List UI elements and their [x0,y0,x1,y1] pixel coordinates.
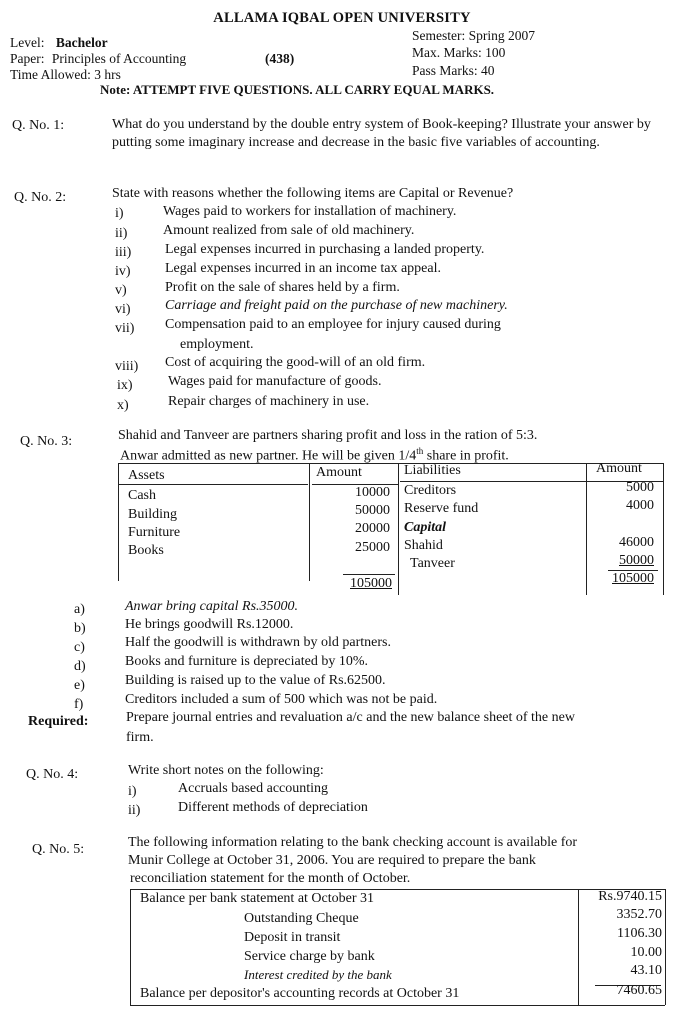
liability-amount: 50000 [619,553,654,568]
time-allowed: Time Allowed: 3 hrs [10,67,121,82]
q2-item-text: Legal expenses incurred in an income tax appeal. [165,261,441,276]
course-code: (438) [265,51,295,66]
asset-amount: 10000 [355,485,390,500]
instructions-note: Note: ATTEMPT FIVE QUESTIONS. ALL CARRY EQUAL MARKS. [100,82,495,97]
level-label: Level: [10,35,45,50]
q3-line2-pre: Anwar admitted as new partner. He will be given 1/4 [120,448,417,464]
q4-item-text: Different methods of depreciation [178,800,368,815]
q2-item-no: vii) [115,321,135,336]
q2-item-no: i) [115,206,124,221]
q4-item-no: i) [128,784,137,799]
recon-row-label: Outstanding Cheque [244,911,359,926]
paper-label: Paper: [10,51,45,66]
liability-name: Creditors [404,483,457,498]
liability-amount: 46000 [619,535,654,550]
table-left-border [118,463,119,581]
asset-amount: 20000 [355,521,390,536]
paper-line [10,51,186,67]
level-value: Bachelor [55,35,108,50]
q4-intro: Write short notes on the following: [128,763,324,778]
liability-name: Tanveer [410,556,455,571]
q5-line1: The following information relating to the bank checking account is available for [128,835,578,850]
required-text-continued: firm. [126,730,154,745]
q2-item-no: vi) [115,302,131,317]
q2-item-no: iii) [115,245,132,260]
asset-amount: 50000 [355,503,390,518]
semester: Semester: Spring 2007 [412,28,535,43]
recon-row-label: Service charge by bank [244,949,375,964]
recon-row-label: Balance per bank statement at October 31 [140,891,375,906]
assets-header: Assets [128,468,165,483]
table-col-divider [309,463,310,581]
q3-item-text: Anwar bring capital Rs.35000. [125,599,299,614]
q3-item-text: Building is raised up to the value of Rs.62500. [125,673,386,688]
assets-total: 105000 [350,576,392,591]
q3-item-text: Books and furniture is depreciated by 10%. [125,654,368,669]
recon-row-amount: 43.10 [630,963,662,978]
amount-header: Amount [316,465,362,480]
recon-col-divider [578,889,579,1005]
recon-row-amount: 10.00 [630,945,662,960]
q2-item-text: Compensation paid to an employee for injury caused during [165,317,501,332]
q2-item-text: Profit on the sale of shares held by a firm. [165,280,400,295]
q5-line3: reconciliation statement for the month of October. [130,871,411,886]
recon-row-label: Deposit in transit [244,930,341,945]
q2-intro: State with reasons whether the following items are Capital or Revenue? [112,186,514,201]
q2-item-text: Amount realized from sale of old machinery. [163,223,415,238]
q3-label: Q. No. 3: [20,434,73,449]
table-col-divider [398,463,399,595]
liability-amount: 5000 [626,480,654,495]
liability-amount: 4000 [626,498,654,513]
q2-item-text: Wages paid for manufacture of goods. [168,374,382,389]
required-label: Required: [28,714,89,729]
q2-item-text: Carriage and freight paid on the purchase of new machinery. [165,298,508,313]
university-title: ALLAMA IQBAL OPEN UNIVERSITY [213,10,471,26]
q2-item-text: Cost of acquiring the good-will of an old firm. [165,355,426,370]
asset-name: Cash [128,488,156,503]
q2-item-text: Wages paid to workers for installation of machinery. [163,204,457,219]
q3-item-no: c) [74,640,85,655]
paper-value: Principles of Accounting [51,51,187,66]
q2-item-no: viii) [115,359,139,374]
q4-item-no: ii) [128,803,141,818]
q2-item-text: Repair charges of machinery in use. [168,394,370,409]
q3-item-no: b) [74,621,86,636]
q3-item-text: Creditors included a sum of 500 which was not be paid. [125,692,438,707]
q2-item-text: Legal expenses incurred in purchasing a landed property. [165,242,485,257]
recon-row-amount: 3352.70 [616,907,662,922]
q1-label: Q. No. 1: [12,118,65,133]
q4-item-text: Accruals based accounting [178,781,329,796]
recon-row-label: Interest credited by the bank [244,967,392,982]
table-right-border [663,463,664,595]
q1-text: What do you understand by the double entry system of Book-keeping? Illustrate your answer by putting some imaginary increase and decrease in the basic five variables of accounting. [112,117,651,150]
total-rule [343,574,395,575]
asset-name: Books [128,543,164,558]
q2-item-no: x) [117,398,129,413]
recon-bottom-border [130,1005,665,1006]
asset-name: Building [128,507,178,522]
recon-row-amount: 7460.65 [616,983,662,998]
recon-left-border [130,889,131,1005]
q5-label: Q. No. 5: [32,842,85,857]
q2-label: Q. No. 2: [14,190,67,205]
recon-row-amount: 1106.30 [617,926,662,941]
q3-line2-sup: th [416,446,424,456]
level-line [10,35,108,51]
q2-item-no: iv) [115,264,131,279]
asset-amount: 25000 [355,540,390,555]
q3-line2-post: share in profit. [423,448,509,464]
q3-item-no: d) [74,659,86,674]
liabilities-header: Liabilities [404,463,461,478]
recon-row-amount: Rs.9740.15 [598,889,662,904]
liability-name: Reserve fund [404,501,479,516]
q5-line2: Munir College at October 31, 2006. You are required to prepare the bank [128,853,536,868]
table-header-rule [118,484,308,485]
q3-item-no: e) [74,678,85,693]
pass-marks: Pass Marks: 40 [412,63,495,78]
q3-item-text: Half the goodwill is withdrawn by old partners. [125,635,391,650]
recon-row-label: Balance per depositor's accounting records at October 31 [140,986,460,1001]
table-col-divider [586,463,587,595]
q3-line2 [120,446,509,465]
q2-item-text-continued: employment. [180,337,254,352]
recon-right-border [665,889,666,1005]
liability-name: Shahid [404,538,443,553]
required-text: Prepare journal entries and revaluation a/c and the new balance sheet of the new [126,710,575,725]
liability-name: Capital [404,520,447,535]
asset-name: Furniture [128,525,181,540]
q3-item-no: a) [74,602,85,617]
q4-label: Q. No. 4: [26,767,79,782]
amount-header: Amount [596,461,642,476]
table-top-border [118,463,663,464]
q3-item-no: f) [74,697,84,712]
q2-item-no: ii) [115,226,128,241]
q2-item-no: v) [115,283,127,298]
q3-item-text: He brings goodwill Rs.12000. [125,617,294,632]
liabilities-total: 105000 [612,571,654,586]
q2-item-no: ix) [117,378,133,393]
max-marks: Max. Marks: 100 [412,45,506,60]
q3-line1: Shahid and Tanveer are partners sharing profit and loss in the ration of 5:3. [118,428,538,443]
